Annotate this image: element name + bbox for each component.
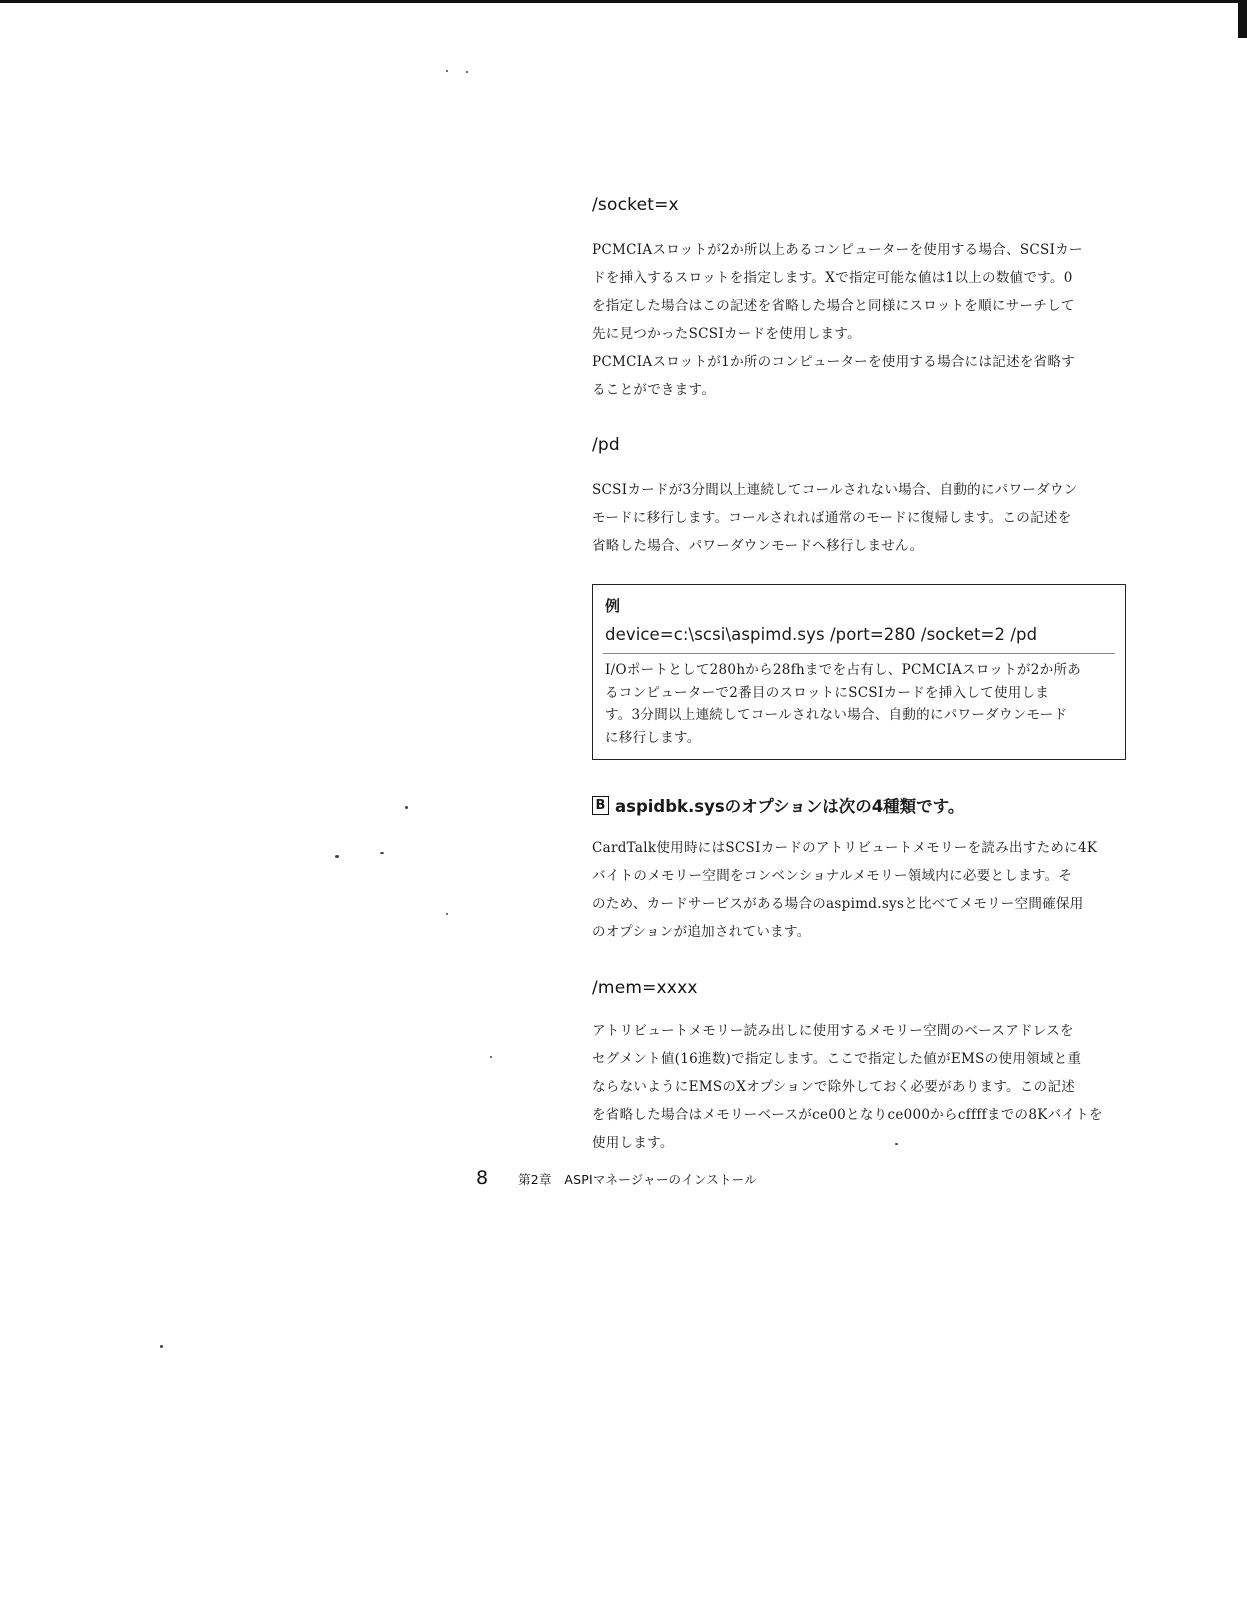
example-line-3: す。3分間以上連続してコールされない場合、自動的にパワーダウンモード (605, 707, 1068, 723)
scan-speck (160, 1345, 163, 1348)
scan-edge-top (0, 0, 1247, 3)
mem-option-heading: /mem=xxxx (592, 978, 698, 998)
socket-line-4: 先に見つかったSCSIカードを使用します。 (592, 326, 861, 342)
aspidbk-line-4: のオプションが追加されています。 (592, 924, 811, 940)
example-line-2: るコンピューターで2番目のスロットにSCSIカードを挿入して使用しま (605, 684, 1050, 701)
socket-line-2: ドを挿入するスロットを指定します。Xで指定可能な値は1以上の数値です。0 (592, 270, 1073, 286)
socket-line-6: ることができます。 (592, 382, 716, 398)
scan-speck (446, 70, 448, 72)
example-line-1: I/Oポートとして280hから28fhまでを占有し、PCMCIAスロットが2か所あ (605, 662, 1082, 678)
scan-edge-right (1238, 0, 1247, 38)
aspidbk-heading-text: aspidbk.sysのオプションは次の4種類です。 (615, 797, 965, 816)
aspidbk-line-2: バイトのメモリー空間をコンベンショナルメモリー領域内に必要とします。そ (592, 868, 1073, 884)
pd-option-heading: /pd (592, 435, 620, 455)
example-divider (603, 653, 1115, 654)
page-footer (476, 1167, 757, 1189)
example-line-4: に移行します。 (605, 729, 701, 746)
mem-line-2: セグメント値(16進数)で指定します。ここで指定した値がEMSの使用領域と重 (592, 1051, 1082, 1067)
mem-line-3: ならないようにEMSのXオプションで除外しておく必要があります。この記述 (592, 1079, 1076, 1095)
scan-speck (380, 852, 384, 854)
mem-line-4: を省略した場合はメモリーベースがce00となりce000からcffffまでの8Kバイトを (592, 1107, 1103, 1123)
pd-line-1: SCSIカードが3分間以上連続してコールされない場合、自動的にパワーダウン (592, 482, 1078, 498)
socket-option-heading: /socket=x (592, 195, 679, 215)
example-description (605, 659, 1115, 749)
socket-line-3: を指定した場合はこの記述を省略した場合と同様にスロットを順にサーチして (592, 298, 1075, 314)
socket-line-1: PCMCIAスロットが2か所以上あるコンピューターを使用する場合、SCSIカー (592, 242, 1083, 258)
example-box (592, 584, 1126, 760)
section-marker-b: B (592, 796, 609, 815)
mem-line-1: アトリビュートメモリー読み出しに使用するメモリー空間のベースアドレスを (592, 1023, 1074, 1039)
page-number: 8 (476, 1167, 489, 1189)
chapter-title: 第2章 ASPIマネージャーのインストール (518, 1172, 757, 1187)
socket-line-5: PCMCIAスロットが1か所のコンピューターを使用する場合には記述を省略す (592, 354, 1076, 370)
mem-line-5: 使用します。 (592, 1135, 674, 1151)
scan-speck (466, 71, 468, 73)
aspidbk-section-heading (592, 793, 964, 817)
example-command: device=c:\scsi\aspimd.sys /port=280 /socket=2 /pd (605, 625, 1038, 644)
pd-line-3: 省略した場合、パワーダウンモードへ移行しません。 (592, 538, 924, 554)
example-label: 例 (605, 597, 621, 615)
scan-speck (335, 855, 339, 858)
scan-speck (405, 806, 408, 809)
aspidbk-line-1: CardTalk使用時にはSCSIカードのアトリビュートメモリーを読み出すために4K (592, 840, 1098, 856)
scan-speck (490, 1056, 492, 1058)
scan-speck (446, 913, 448, 915)
pd-line-2: モードに移行します。コールされれば通常のモードに復帰します。この記述を (592, 510, 1072, 526)
aspidbk-line-3: のため、カードサービスがある場合のaspimd.sysと比べてメモリー空間確保用 (592, 896, 1084, 912)
